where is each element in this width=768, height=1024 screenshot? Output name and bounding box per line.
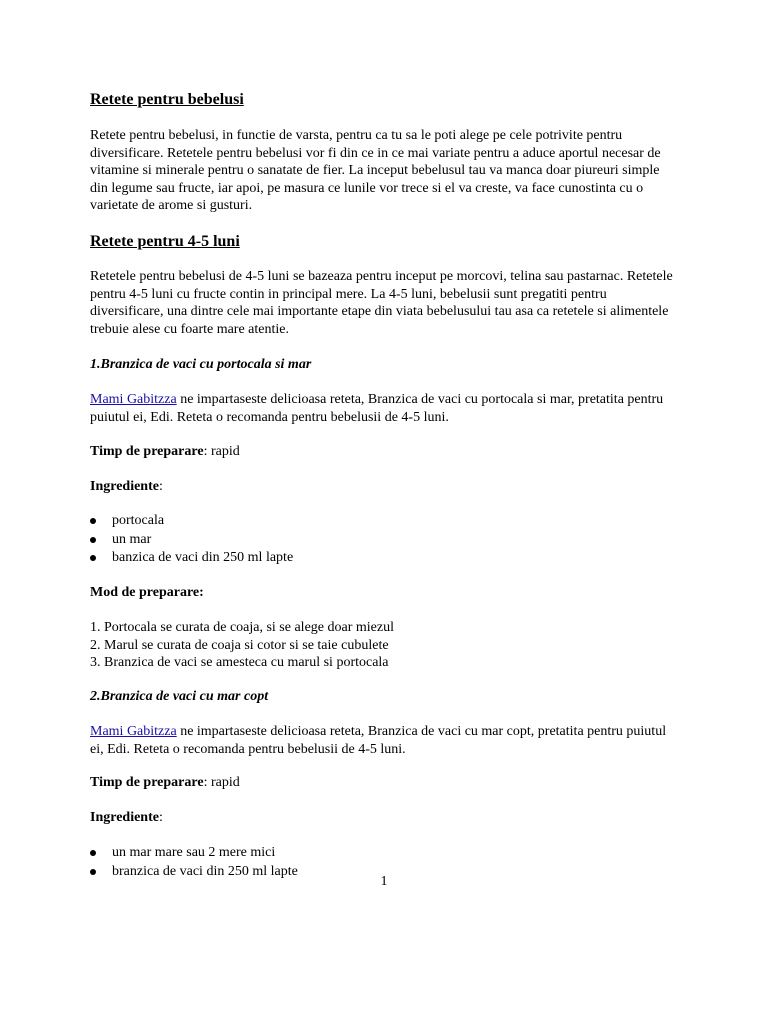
ingredient-text: portocala bbox=[112, 513, 165, 528]
bullet-icon bbox=[90, 537, 96, 543]
recipe1-prep-time-value: : rapid bbox=[203, 444, 240, 459]
recipe1-author-link[interactable]: Mami Gabitzza bbox=[90, 392, 177, 407]
recipe1-method-heading: Mod de preparare: bbox=[90, 585, 204, 600]
recipe2-description bbox=[90, 723, 680, 758]
ingredient-text: branzica de vaci din 250 ml lapte bbox=[112, 863, 298, 879]
recipe1-ingredients-list bbox=[90, 512, 293, 568]
recipe2-ingredients-label: Ingrediente bbox=[90, 810, 159, 825]
recipe2-author-link[interactable]: Mami Gabitzza bbox=[90, 724, 177, 739]
section-heading-4-5-luni: Retete pentru 4-5 luni bbox=[90, 233, 240, 250]
recipe1-ingredients-heading bbox=[90, 478, 163, 496]
recipe1-prep-time bbox=[90, 443, 240, 461]
ingredient-text: un mar mare sau 2 mere mici bbox=[112, 845, 276, 860]
recipe2-ingredients-colon: : bbox=[158, 810, 163, 825]
ingredient-text: banzica de vaci din 250 ml lapte bbox=[112, 550, 294, 565]
section-intro-paragraph: Retetele pentru bebelusi de 4-5 luni se bazeaza pentru inceput pe morcovi, telina sau pastarnac. Retetele pentru 4-5 luni cu fructe contin in principal mere. La 4-5 luni, bebelusii sunt pregatiti pentru diversificare, una dintre cele mai importante etape din viata bebelusului tau asa ca retetele si alimentele trebuie alese cu foarte mare atentie. bbox=[90, 269, 673, 337]
bullet-icon bbox=[90, 850, 96, 856]
bullet-icon bbox=[90, 555, 96, 561]
page-number: 1 bbox=[380, 874, 388, 889]
bullet-icon bbox=[90, 518, 96, 524]
list-item bbox=[90, 844, 298, 863]
recipe1-description-text: ne impartaseste delicioasa reteta, Branzica de vaci cu portocala si mar, pretatita pentru puiutul ei, Edi. Reteta o recomanda pentru bebelusii de 4-5 luni. bbox=[90, 392, 664, 425]
intro-paragraph: Retete pentru bebelusi, in functie de varsta, pentru ca tu sa le poti alege pe cele potrivite pentru diversificare. Retetele pentru bebelusi vor fi din ce in ce mai variate pentru a aduce aportul necesar de vitamine si minerale pentru o sanatate de fier. La inceput bebelusul tau va manca doar piureuri simple din legume sau fructe, iar apoi, pe masura ce lunile vor trece si el va creste, va face cunostinta cu o varietate de arome si gusturi. bbox=[90, 128, 661, 213]
page-title: Retete pentru bebelusi bbox=[90, 91, 244, 108]
list-item bbox=[90, 549, 293, 568]
list-item: 2. Marul se curata de coaja si cotor si se taie cubulete bbox=[90, 637, 389, 653]
recipe2-ingredients-heading bbox=[90, 809, 163, 827]
recipe2-title: 2.Branzica de vaci cu mar copt bbox=[90, 689, 269, 704]
recipe1-ingredients-colon: : bbox=[158, 479, 163, 494]
recipe2-prep-time bbox=[90, 774, 240, 792]
list-item bbox=[90, 531, 293, 550]
recipe1-steps-list bbox=[90, 619, 394, 672]
recipe1-prep-time-label: Timp de preparare bbox=[90, 444, 204, 459]
recipe2-prep-time-label: Timp de preparare bbox=[90, 775, 204, 790]
list-item: 1. Portocala se curata de coaja, si se alege doar miezul bbox=[90, 620, 394, 635]
list-item: 3. Branzica de vaci se amesteca cu marul si portocala bbox=[90, 655, 389, 670]
recipe1-description bbox=[90, 391, 680, 426]
ingredient-text: un mar bbox=[112, 531, 152, 547]
recipe2-prep-time-value: : rapid bbox=[203, 775, 240, 790]
list-item bbox=[90, 512, 293, 531]
recipe2-description-text: ne impartaseste delicioasa reteta, Branzica de vaci cu mar copt, pretatita pentru puiutul ei, Edi. Reteta o recomanda pentru bebelusii de 4-5 luni. bbox=[90, 724, 667, 757]
recipe1-title: 1.Branzica de vaci cu portocala si mar bbox=[90, 357, 312, 372]
recipe1-ingredients-label: Ingrediente bbox=[90, 479, 159, 494]
